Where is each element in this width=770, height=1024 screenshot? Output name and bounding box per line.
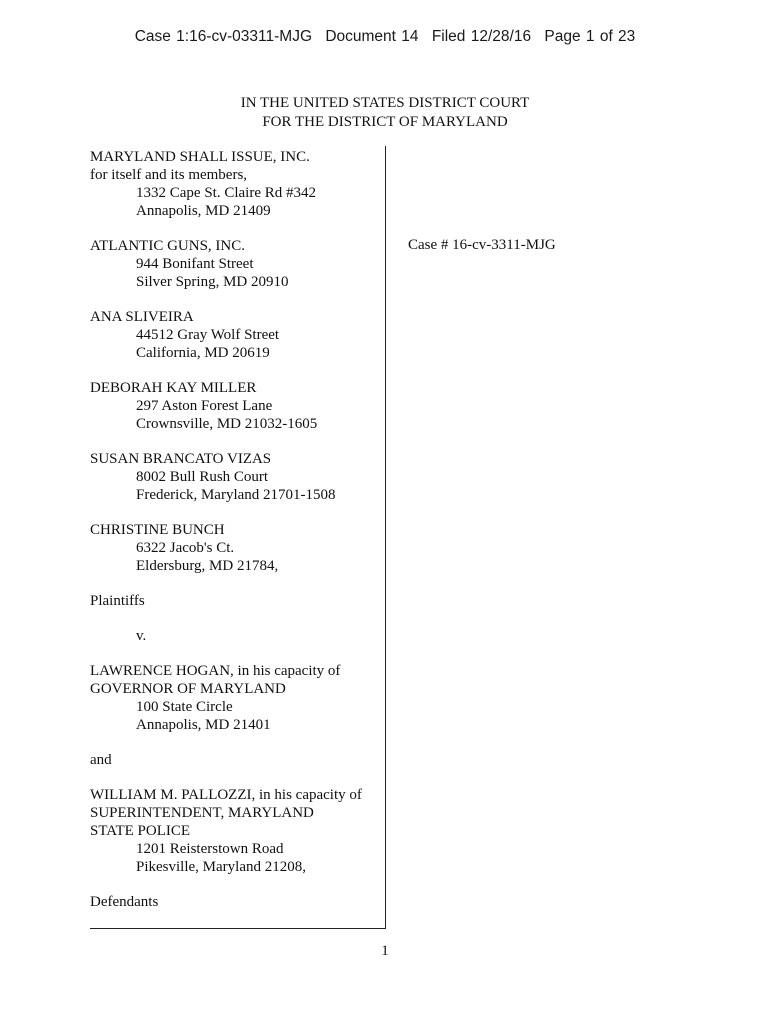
plaintiff-address-1: 6322 Jacob's Ct. — [136, 540, 235, 556]
plaintiffs-label: Plaintiffs — [90, 593, 145, 609]
header-page: Page 1 of 23 — [544, 28, 636, 45]
plaintiff-entry — [90, 450, 380, 504]
plaintiff-name: SUSAN BRANCATO VIZAS — [90, 451, 272, 467]
plaintiff-address-1: 1332 Cape St. Claire Rd #342 — [136, 185, 316, 201]
plaintiff-entry — [90, 521, 380, 575]
defendant-address-2: Annapolis, MD 21401 — [136, 717, 271, 733]
page-number: 1 — [381, 943, 389, 959]
caption-bottom-rule — [90, 928, 386, 929]
plaintiff-address-2: Crownsville, MD 21032-1605 — [136, 416, 318, 432]
defendant-line-1: WILLIAM M. PALLOZZI, in his capacity of — [90, 787, 362, 803]
plaintiff-address-1: 944 Bonifant Street — [136, 256, 254, 272]
defendants-label: Defendants — [90, 894, 159, 910]
plaintiff-name: CHRISTINE BUNCH — [90, 522, 225, 538]
plaintiff-entry — [90, 308, 380, 362]
defendant-address-2: Pikesville, Maryland 21208, — [136, 859, 306, 875]
court-line-2: FOR THE DISTRICT OF MARYLAND — [262, 114, 508, 130]
defendant-line-2: SUPERINTENDENT, MARYLAND — [90, 805, 314, 821]
court-line-1: IN THE UNITED STATES DISTRICT COURT — [240, 95, 530, 111]
plaintiff-entry — [90, 148, 380, 220]
and-label: and — [90, 752, 112, 768]
plaintiff-address-2: Silver Spring, MD 20910 — [136, 274, 289, 290]
header-document: Document 14 — [325, 28, 419, 45]
versus-label: v. — [136, 628, 147, 644]
defendant-address-1: 1201 Reisterstown Road — [136, 841, 284, 857]
plaintiff-name: ATLANTIC GUNS, INC. — [90, 238, 245, 254]
defendant-address-1: 100 State Circle — [136, 699, 233, 715]
case-number: Case # 16-cv-3311-MJG — [408, 237, 556, 253]
plaintiff-address-2: Frederick, Maryland 21701-1508 — [136, 487, 336, 503]
plaintiff-name: MARYLAND SHALL ISSUE, INC. — [90, 149, 310, 165]
plaintiff-subtitle: for itself and its members, — [90, 167, 248, 183]
plaintiff-address-1: 44512 Gray Wolf Street — [136, 327, 280, 343]
defendant-entry — [90, 662, 380, 734]
plaintiff-entry — [90, 237, 380, 291]
header-filed: Filed 12/28/16 — [431, 28, 532, 45]
plaintiff-address-1: 297 Aston Forest Lane — [136, 398, 273, 414]
court-caption — [0, 94, 770, 132]
plaintiff-name: ANA SLIVEIRA — [90, 309, 194, 325]
plaintiff-name: DEBORAH KAY MILLER — [90, 380, 257, 396]
plaintiff-address-2: Eldersburg, MD 21784, — [136, 558, 279, 574]
plaintiff-address-1: 8002 Bull Rush Court — [136, 469, 269, 485]
defendant-line-3: STATE POLICE — [90, 823, 191, 839]
caption-vertical-divider — [385, 146, 386, 928]
defendant-line-1: LAWRENCE HOGAN, in his capacity of — [90, 663, 341, 679]
plaintiff-address-2: Annapolis, MD 21409 — [136, 203, 271, 219]
plaintiff-address-2: California, MD 20619 — [136, 345, 270, 361]
plaintiff-entry — [90, 379, 380, 433]
defendant-entry — [90, 786, 380, 876]
document-header — [0, 28, 770, 46]
header-case: Case 1:16-cv-03311-MJG — [134, 28, 312, 45]
parties-block — [90, 148, 380, 928]
defendant-line-2: GOVERNOR OF MARYLAND — [90, 681, 286, 697]
